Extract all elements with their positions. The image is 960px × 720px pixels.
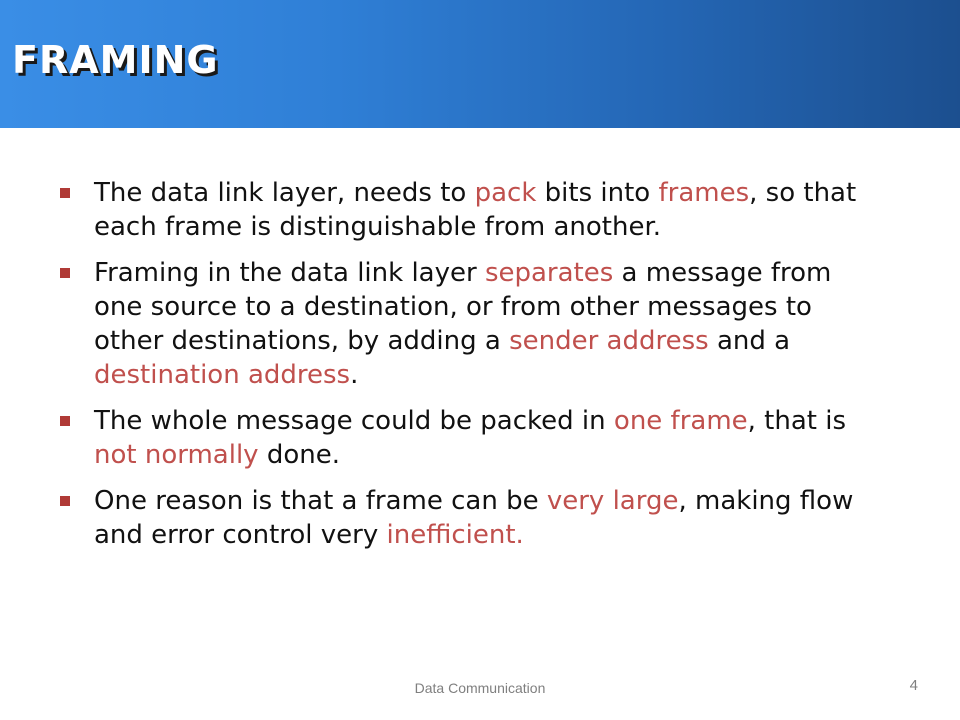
bullet-text: done. [258,440,340,470]
bullet-text: bits into [536,178,659,208]
title-bar [0,0,960,128]
slide-title: FRAMING [12,38,219,82]
square-bullet-icon [60,416,70,426]
bullet-text: , that is [747,406,847,436]
bullet-text: Framing in the data link layer [94,258,485,288]
bullet-text: One reason is that a frame can be [94,486,547,516]
bullet-text: and a [708,326,791,356]
bullet-text: . [350,360,359,390]
bullet-text: The whole message could be packed in [94,406,614,436]
page-number: 4 [909,677,918,694]
highlighted-term: not normally [94,440,259,470]
bullet-list [60,176,880,564]
bullet-text: , making flow and error control very [94,486,854,550]
highlighted-term: sender address [509,326,709,356]
bullet-text: The data link layer, needs to [94,178,475,208]
highlighted-term: separates [484,258,614,288]
footer-text: Data Communication [414,680,546,696]
highlighted-term: frames [658,178,750,208]
highlighted-term: inefficient. [386,520,524,550]
square-bullet-icon [60,268,70,278]
bullet-item [60,176,880,244]
square-bullet-icon [60,496,70,506]
bullet-text: , so that each frame is distinguishable from another. [94,178,857,242]
highlighted-term: very large [546,486,679,516]
bullet-item [60,256,880,392]
square-bullet-icon [60,188,70,198]
highlighted-term: destination address [94,360,351,390]
bullet-text: a message from one source to a destination, or from other messages to other destinations, by adding a [94,258,832,356]
highlighted-term: one frame [613,406,748,436]
bullet-item [60,404,880,472]
highlighted-term: pack [474,178,537,208]
bullet-item [60,484,880,552]
